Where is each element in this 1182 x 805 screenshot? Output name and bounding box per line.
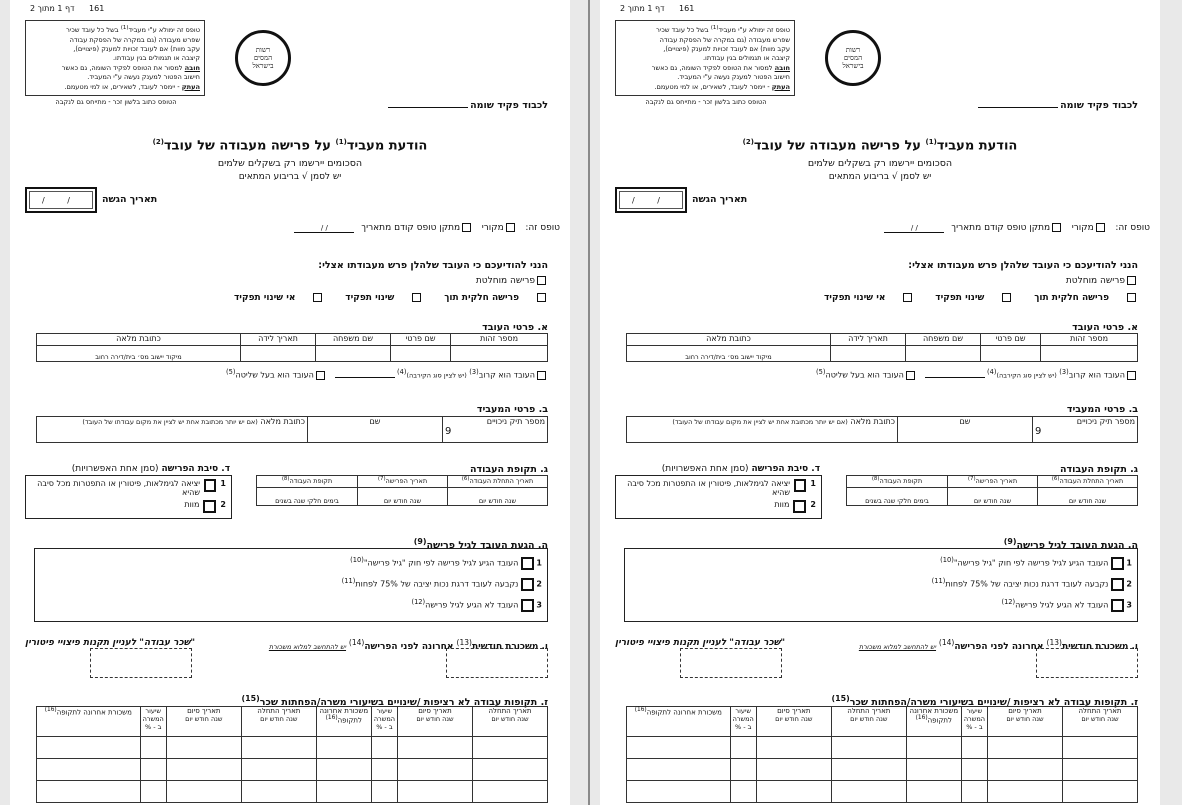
withholding-file-field[interactable]: מספר תיק ניכויים 9 bbox=[443, 417, 548, 443]
work-pay-field[interactable] bbox=[680, 648, 782, 678]
relation-type-field[interactable] bbox=[335, 377, 395, 378]
g-col-salary-2: משכורת אחרונה לתקופה$^{(16)}$ bbox=[37, 707, 141, 737]
periods-row bbox=[37, 759, 548, 781]
corrected-checkbox[interactable] bbox=[462, 223, 471, 232]
controller-checkbox[interactable] bbox=[906, 371, 915, 380]
tax-authority-logo: רשות המסים בישראל bbox=[825, 30, 881, 86]
no-role-change-checkbox[interactable] bbox=[903, 293, 912, 302]
work-pay-field[interactable] bbox=[90, 648, 192, 678]
g-col-rate-2: שיעור המשרה ב - % bbox=[140, 707, 166, 737]
form-title: הודעת מעביד$^{(1)}$ על פרישה מעבודה של עובד$^{(2)}$ bbox=[152, 138, 428, 154]
periods-row bbox=[627, 737, 1138, 759]
age-opt3-checkbox[interactable] bbox=[521, 599, 534, 612]
form-type-label: טופס זה: bbox=[525, 223, 560, 233]
g-col-end-2: תאריך סיום שנה חודש יום bbox=[756, 707, 831, 737]
first-name-field[interactable] bbox=[391, 346, 451, 362]
col-birth-date: תאריך לידה bbox=[831, 334, 906, 346]
col-birth-date: תאריך לידה bbox=[241, 334, 316, 346]
age-opt1: 1 העובד הגיע לגיל פרישה לפי חוק "גיל פרישה"$^{(10)}$ bbox=[940, 556, 1132, 568]
col-first-name: שם פרטי bbox=[981, 334, 1041, 346]
g-col-salary-1: משכורת אחרונה לתקופה$^{(16)}$ bbox=[906, 707, 961, 737]
form-type-label: טופס זה: bbox=[1115, 223, 1150, 233]
reason-opt2-checkbox[interactable] bbox=[203, 500, 216, 513]
submission-date-field[interactable]: / / bbox=[615, 187, 687, 213]
g-col-salary-1: משכורת אחרונה לתקופה$^{(16)}$ bbox=[316, 707, 371, 737]
reason-opt1: 1 יציאה לגימלאות, פיטורין או התפטרות מכל סיבה שהיא bbox=[627, 479, 816, 497]
col-id: מספר זהות bbox=[451, 334, 548, 346]
age-opt1: 1 העובד הגיע לגיל פרישה לפי חוק "גיל פרישה"$^{(10)}$ bbox=[350, 556, 542, 568]
submission-date-field[interactable]: / / bbox=[25, 187, 97, 213]
birth-date-field[interactable] bbox=[831, 346, 906, 362]
retire-full-checkbox[interactable] bbox=[537, 276, 546, 285]
g-col-end-2: תאריך סיום שנה חודש יום bbox=[166, 707, 241, 737]
tax-officer-field[interactable] bbox=[978, 107, 1058, 108]
employer-name-field[interactable]: שם bbox=[308, 417, 443, 443]
section-f-title: ו. משכורת חודשית$^{(13)}$ אחרונה לפני הפרישה$^{(14)}$ יש להתחשב למלוא משכורת bbox=[858, 638, 1138, 652]
birth-date-field[interactable] bbox=[241, 346, 316, 362]
section-e-title: ה. הגעת העובד לגיל פרישה$^{(9)}$ bbox=[1003, 537, 1138, 552]
reason-opt2-checkbox[interactable] bbox=[793, 500, 806, 513]
form-title: הודעת מעביד$^{(1)}$ על פרישה מעבודה של עובד$^{(2)}$ bbox=[742, 138, 1018, 154]
section-d-title: ד. סיבת הפרישה (סמן אחת האפשרויות) bbox=[661, 464, 820, 474]
address-field[interactable]: מיקוד יישוב מס׳ בית/דירה רחוב bbox=[627, 346, 831, 362]
subtitle-check: יש לסמן √ בריבוע המתאים bbox=[238, 172, 342, 182]
work-period-field[interactable]: בימים חלקי שנה בשנים bbox=[847, 488, 948, 506]
g-col-rate-1: שיעור המשרה ב - % bbox=[961, 707, 987, 737]
start-date-field[interactable]: שנה חודש יום bbox=[1038, 488, 1138, 506]
retire-date-field[interactable]: שנה חודש יום bbox=[358, 488, 448, 506]
form-number: 161 bbox=[89, 4, 105, 13]
periods-table bbox=[36, 706, 548, 803]
reason-opt1: 1 יציאה לגימלאות, פיטורין או התפטרות מכל סיבה שהיא bbox=[37, 479, 226, 497]
corrected-checkbox[interactable] bbox=[1052, 223, 1061, 232]
section-a-title: א. פרטי העובד bbox=[482, 322, 548, 333]
age-opt2-checkbox[interactable] bbox=[1111, 578, 1124, 591]
employee-details-table bbox=[36, 333, 548, 362]
hereby-text: הנני להודיעכם כי העובד שלהלן פרש מעבודתו אצלי: bbox=[318, 260, 548, 271]
periods-row bbox=[37, 781, 548, 803]
role-change-checkbox[interactable] bbox=[1002, 293, 1011, 302]
form-type-row: טופס זה: מקורי מתקן טופס קודם מתאריך / / bbox=[884, 223, 1150, 233]
age-opt1-checkbox[interactable] bbox=[521, 557, 534, 570]
tax-officer-field[interactable] bbox=[388, 107, 468, 108]
section-c-title: ג. תקופת העבודה bbox=[470, 464, 548, 475]
role-change-checkbox[interactable] bbox=[412, 293, 421, 302]
g-col-rate-1: שיעור המשרה ב - % bbox=[371, 707, 397, 737]
gender-note: הטופס כתוב בלשון זכר - מתייחס גם לנקבה bbox=[645, 98, 767, 106]
g-col-start-1: תאריך התחלה שנה חודש יום bbox=[473, 707, 548, 737]
col-address: כתובת מלאה bbox=[37, 334, 241, 346]
age-opt3: 3 העובד לא הגיע לגיל פרישה$^{(12)}$ bbox=[1001, 598, 1132, 610]
form-number: 161 bbox=[679, 4, 695, 13]
retire-date-field[interactable]: שנה חודש יום bbox=[948, 488, 1038, 506]
page-label: דף 1 מתוך 2 bbox=[30, 4, 75, 13]
section-b-title: ב. פרטי המעביד bbox=[1066, 404, 1138, 415]
relative-row: העובד הוא קרוב$^{(3)}$ (יש לציין סוג הקירבה)$^{(4)}$ העובד הוא בעל שליטה$^{(5)}$ bbox=[816, 368, 1138, 380]
age-opt1-checkbox[interactable] bbox=[1111, 557, 1124, 570]
work-pay-label: "שכר עבודה" לעניין תקנות פיצויי פיטורין bbox=[615, 638, 786, 648]
page-header bbox=[18, 4, 104, 13]
section-e-title: ה. הגעת העובד לגיל פרישה$^{(9)}$ bbox=[413, 537, 548, 552]
retire-full-option: פרישה מוחלטת bbox=[476, 276, 548, 286]
reason-opt1-checkbox[interactable] bbox=[204, 479, 216, 492]
col-last-name: שם משפחה bbox=[316, 334, 391, 346]
g-col-end-1: תאריך סיום שנה חודש יום bbox=[398, 707, 473, 737]
work-period-table: תאריך התחלת העבודה$^{(6)}$ תאריך הפרישה$^{(7)}$ תקופת העבודה$^{(8)}$ שנה חודש יום שנה חודש יום בימים חלקי שנה בשנים bbox=[846, 475, 1138, 506]
hereby-text: הנני להודיעכם כי העובד שלהלן פרש מעבודתו אצלי: bbox=[908, 260, 1138, 271]
start-date-field[interactable]: שנה חודש יום bbox=[448, 488, 548, 506]
no-role-change-checkbox[interactable] bbox=[313, 293, 322, 302]
g-col-rate-2: שיעור המשרה ב - % bbox=[730, 707, 756, 737]
g-col-end-1: תאריך סיום שנה חודש יום bbox=[988, 707, 1063, 737]
col-address: כתובת מלאה bbox=[627, 334, 831, 346]
section-a-title: א. פרטי העובד bbox=[1072, 322, 1138, 333]
periods-table bbox=[626, 706, 1138, 803]
corrected-date-field[interactable]: / / bbox=[294, 224, 354, 233]
attention-line: לכבוד פקיד שומה bbox=[978, 100, 1138, 111]
retire-full-option: פרישה מוחלטת bbox=[1066, 276, 1138, 286]
subtitle-amounts: הסכומים יירשמו רק בשקלים שלמים bbox=[807, 158, 953, 169]
reason-opt1-checkbox[interactable] bbox=[794, 479, 806, 492]
employee-details-table bbox=[626, 333, 1138, 362]
withholding-file-field[interactable]: מספר תיק ניכויים 9 bbox=[1033, 417, 1138, 443]
subtitle-check: יש לסמן √ בריבוע המתאים bbox=[828, 172, 932, 182]
section-d-title: ד. סיבת הפרישה (סמן אחת האפשרויות) bbox=[71, 464, 230, 474]
attention-line: לכבוד פקיד שומה bbox=[388, 100, 548, 111]
work-pay-label: "שכר עבודה" לעניין תקנות פיצויי פיטורין bbox=[25, 638, 196, 648]
address-field[interactable]: מיקוד יישוב מס׳ בית/דירה רחוב bbox=[37, 346, 241, 362]
age-opt3-checkbox[interactable] bbox=[1111, 599, 1124, 612]
age-opt2: 2 נקבעה לעובד דרגת נכות יציבה של 75% לפחות$^{(11)}$ bbox=[341, 577, 542, 589]
reason-opt2: 2 מוות bbox=[620, 500, 816, 513]
section-g-title: ז. תקופות עבודה לא רציפות /שינויים בשיעורי משרה/הפחתות שכר$^{(15)}$ bbox=[831, 694, 1138, 709]
g-col-start-2: תאריך התחלה שנה חודש יום bbox=[241, 707, 316, 737]
retire-full-checkbox[interactable] bbox=[1127, 276, 1136, 285]
col-first-name: שם פרטי bbox=[391, 334, 451, 346]
relative-row: העובד הוא קרוב$^{(3)}$ (יש לציין סוג הקירבה)$^{(4)}$ העובד הוא בעל שליטה$^{(5)}$ bbox=[226, 368, 548, 380]
id-field[interactable] bbox=[1041, 346, 1138, 362]
col-last-name: שם משפחה bbox=[906, 334, 981, 346]
employer-name-field[interactable]: שם bbox=[898, 417, 1033, 443]
relative-checkbox[interactable] bbox=[537, 371, 546, 380]
relation-type-field[interactable] bbox=[925, 377, 985, 378]
section-f-title: ו. משכורת חודשית$^{(13)}$ אחרונה לפני הפרישה$^{(14)}$ יש להתחשב למלוא משכורת bbox=[268, 638, 548, 652]
periods-row bbox=[627, 781, 1138, 803]
monthly-salary-field[interactable] bbox=[446, 648, 548, 678]
tax-authority-logo: רשות המסים בישראל bbox=[235, 30, 291, 86]
last-name-field[interactable] bbox=[906, 346, 981, 362]
retire-partial-checkbox[interactable] bbox=[1127, 293, 1136, 302]
form-page-1 bbox=[10, 0, 570, 805]
corrected-date-field[interactable]: / / bbox=[884, 224, 944, 233]
section-b-title: ב. פרטי המעביד bbox=[476, 404, 548, 415]
work-period-field[interactable]: בימים חלקי שנה בשנים bbox=[257, 488, 358, 506]
employer-details-table bbox=[626, 416, 1138, 443]
original-checkbox[interactable] bbox=[506, 223, 515, 232]
subtitle-amounts: הסכומים יירשמו רק בשקלים שלמים bbox=[217, 158, 363, 169]
last-name-field[interactable] bbox=[316, 346, 391, 362]
g-col-start-1: תאריך התחלה שנה חודש יום bbox=[1063, 707, 1138, 737]
reason-opt2: 2 מוות bbox=[30, 500, 226, 513]
relative-checkbox[interactable] bbox=[1127, 371, 1136, 380]
original-checkbox[interactable] bbox=[1096, 223, 1105, 232]
submission-date-label: תאריך הגשה bbox=[692, 194, 748, 205]
id-field[interactable] bbox=[451, 346, 548, 362]
gender-note: הטופס כתוב בלשון זכר - מתייחס גם לנקבה bbox=[55, 98, 177, 106]
g-col-start-2: תאריך התחלה שנה חודש יום bbox=[831, 707, 906, 737]
notice-box: טופס זה ימולא ע"י מעביד$^{(1)}$ בשל כל עובד שכיר שפרש מעבודה (גם במקרה של הפסקת עבודה עקב מוות) אם לעובד זכויות למענק (פיצויים), קיצבה או תגמולים בגין עבודתו. חובה למסור את הטופס לפקיד השומה, גם כאשר חישוב הפטור למענק נעשה ע"י המעביד. העתק - יימסר לעובד, לשאירים, או למי מטעמם. bbox=[25, 20, 205, 96]
submission-date-label: תאריך הגשה bbox=[102, 194, 158, 205]
retire-partial-row: פרישה חלקית תוך שינוי תפקיד אי שינוי תפקיד bbox=[216, 293, 548, 303]
periods-row bbox=[37, 737, 548, 759]
col-id: מספר זהות bbox=[1041, 334, 1138, 346]
employer-address-field[interactable]: כתובת מלאה (אם יש יותר מכתובת אחת יש לציין את מקום עבודתו של העובד) bbox=[627, 417, 898, 443]
section-g-title: ז. תקופות עבודה לא רציפות /שינויים בשיעורי משרה/הפחתות שכר$^{(15)}$ bbox=[241, 694, 548, 709]
form-page-2 bbox=[600, 0, 1160, 805]
section-c-title: ג. תקופת העבודה bbox=[1060, 464, 1138, 475]
age-opt2-checkbox[interactable] bbox=[521, 578, 534, 591]
form-type-row: טופס זה: מקורי מתקן טופס קודם מתאריך / / bbox=[294, 223, 560, 233]
page-header bbox=[608, 4, 694, 13]
employer-address-field[interactable]: כתובת מלאה (אם יש יותר מכתובת אחת יש לציין את מקום עבודתו של העובד) bbox=[37, 417, 308, 443]
monthly-salary-field[interactable] bbox=[1036, 648, 1138, 678]
page-divider bbox=[588, 0, 590, 805]
retire-partial-checkbox[interactable] bbox=[537, 293, 546, 302]
controller-checkbox[interactable] bbox=[316, 371, 325, 380]
age-opt2: 2 נקבעה לעובד דרגת נכות יציבה של 75% לפחות$^{(11)}$ bbox=[931, 577, 1132, 589]
employer-details-table bbox=[36, 416, 548, 443]
first-name-field[interactable] bbox=[981, 346, 1041, 362]
periods-row bbox=[627, 759, 1138, 781]
g-col-salary-2: משכורת אחרונה לתקופה$^{(16)}$ bbox=[627, 707, 731, 737]
notice-box: טופס זה ימולא ע"י מעביד$^{(1)}$ בשל כל עובד שכיר שפרש מעבודה (גם במקרה של הפסקת עבודה עקב מוות) אם לעובד זכויות למענק (פיצויים), קיצבה או תגמולים בגין עבודתו. חובה למסור את הטופס לפקיד השומה, גם כאשר חישוב הפטור למענק נעשה ע"י המעביד. העתק - יימסר לעובד, לשאירים, או למי מטעמם. bbox=[615, 20, 795, 96]
retire-partial-row: פרישה חלקית תוך שינוי תפקיד אי שינוי תפקיד bbox=[806, 293, 1138, 303]
age-opt3: 3 העובד לא הגיע לגיל פרישה$^{(12)}$ bbox=[411, 598, 542, 610]
work-period-table: תאריך התחלת העבודה$^{(6)}$ תאריך הפרישה$^{(7)}$ תקופת העבודה$^{(8)}$ שנה חודש יום שנה חודש יום בימים חלקי שנה בשנים bbox=[256, 475, 548, 506]
page-label: דף 1 מתוך 2 bbox=[620, 4, 665, 13]
